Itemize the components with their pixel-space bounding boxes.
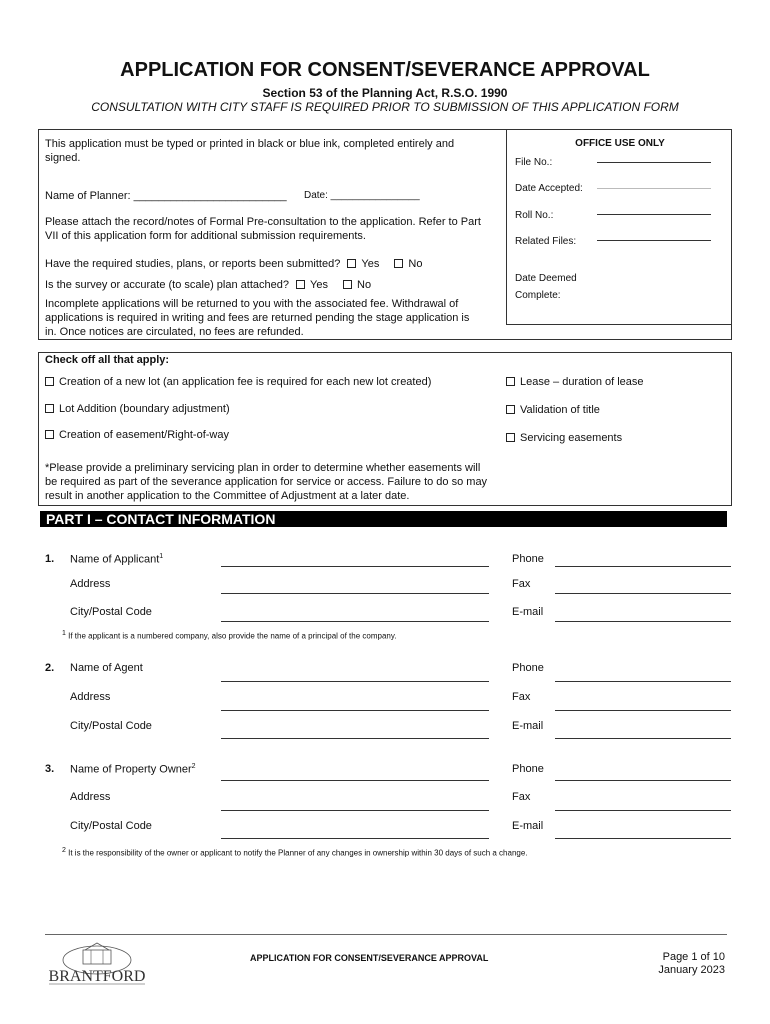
- footnote-ref: 2: [191, 763, 196, 770]
- date-accepted-label: Date Accepted:: [515, 183, 583, 194]
- applicant-email-label: E-mail: [512, 606, 544, 618]
- applicant-phone-field[interactable]: [555, 566, 731, 567]
- footnote-text: It is the responsibility of the owner or applicant to notify the Planner of any changes in ownership within 30 days of such a change.: [68, 848, 528, 858]
- agent-name-field[interactable]: [221, 681, 489, 682]
- option-easement[interactable]: [45, 429, 229, 441]
- checkbox[interactable]: [45, 377, 54, 386]
- applicant-phone-label: Phone: [512, 553, 544, 565]
- survey-question: [45, 278, 371, 292]
- owner-email-field[interactable]: [555, 838, 731, 839]
- option-lease[interactable]: [506, 376, 644, 388]
- option-lot-addition[interactable]: [45, 403, 230, 415]
- label-text: Name of Applicant: [70, 553, 160, 566]
- applicant-city-field[interactable]: [221, 621, 489, 622]
- survey-question-text: Is the survey or accurate (to scale) plan attached?: [45, 279, 289, 291]
- checklist-heading: Check off all that apply:: [45, 354, 170, 366]
- option-validation[interactable]: [506, 404, 600, 416]
- agent-email-label: E-mail: [512, 720, 544, 732]
- attach-note: Please attach the record/notes of Formal Pre-consultation to the application. Refer to Part VII of this application form for additional submission requirements.: [45, 216, 481, 242]
- applicant-city-label: City/Postal Code: [70, 606, 152, 618]
- studies-no-checkbox[interactable]: [394, 259, 403, 268]
- owner-address-field[interactable]: [221, 810, 489, 811]
- applicant-fax-label: Fax: [512, 578, 531, 590]
- instructions-text: This application must be typed or printed in black or blue ink, completed entirely and signed.: [45, 138, 455, 164]
- planner-date-field[interactable]: [304, 189, 420, 203]
- studies-no-label: No: [408, 258, 423, 270]
- planner-label: Name of Planner: _________________________: [45, 190, 287, 202]
- page-number: Page 1 of 10: [662, 951, 725, 963]
- studies-question: [45, 257, 422, 271]
- option-label: Servicing easements: [520, 432, 623, 444]
- roll-no-label: Roll No.:: [515, 210, 554, 221]
- agent-phone-field[interactable]: [555, 681, 731, 682]
- option-servicing[interactable]: [506, 432, 622, 444]
- servicing-note: *Please provide a preliminary servicing plan in order to determine whether easements will be required as part of the severance application for service or access. Failure to do so may result in another application to the Committee of Adjustment at a later date.: [45, 462, 488, 502]
- brantford-logo: [45, 940, 149, 988]
- footnote-1: [62, 630, 396, 641]
- related-files-label: Related Files:: [515, 236, 577, 247]
- complete-label: Complete:: [515, 290, 561, 301]
- owner-email-label: E-mail: [512, 820, 544, 832]
- checkbox[interactable]: [506, 377, 515, 386]
- date-label: Date: ________________: [304, 190, 420, 201]
- applicant-address-field[interactable]: [221, 593, 489, 594]
- owner-city-field[interactable]: [221, 838, 489, 839]
- part1-heading: PART I – CONTACT INFORMATION: [40, 511, 727, 527]
- logo-wordmark: BRANTFORD: [48, 968, 146, 985]
- applicant-number: 1.: [45, 553, 55, 565]
- owner-address-label: Address: [70, 791, 111, 803]
- option-label: Lease – duration of lease: [520, 376, 644, 388]
- agent-email-field[interactable]: [555, 738, 731, 739]
- footnote-2: [62, 847, 528, 858]
- file-no-field[interactable]: [597, 162, 711, 163]
- applicant-name-field[interactable]: [221, 566, 489, 567]
- consultation-notice: CONSULTATION WITH CITY STAFF IS REQUIRED PRIOR TO SUBMISSION OF THIS APPLICATION FORM: [91, 100, 679, 114]
- agent-phone-label: Phone: [512, 662, 544, 674]
- office-use-title: OFFICE USE ONLY: [575, 138, 665, 149]
- owner-fax-field[interactable]: [555, 810, 731, 811]
- studies-question-text: Have the required studies, plans, or reports been submitted?: [45, 258, 341, 270]
- checkbox[interactable]: [45, 404, 54, 413]
- agent-fax-field[interactable]: [555, 710, 731, 711]
- label-text: Name of Property Owner: [70, 763, 192, 776]
- revision-date: January 2023: [658, 964, 725, 976]
- agent-city-field[interactable]: [221, 738, 489, 739]
- owner-city-label: City/Postal Code: [70, 820, 152, 832]
- option-label: Creation of a new lot (an application fee is required for each new lot created): [59, 376, 432, 388]
- agent-address-label: Address: [70, 691, 111, 703]
- footnote-ref: 1: [159, 553, 164, 560]
- file-no-label: File No.:: [515, 157, 553, 168]
- owner-name-label: [70, 763, 196, 776]
- option-label: Lot Addition (boundary adjustment): [59, 403, 230, 415]
- footnote-text: If the applicant is a numbered company, also provide the name of a principal of the company.: [68, 631, 397, 641]
- footer-divider: [45, 934, 727, 935]
- survey-yes-checkbox[interactable]: [296, 280, 305, 289]
- owner-number: 3.: [45, 763, 55, 775]
- checkbox[interactable]: [506, 433, 515, 442]
- form-subtitle: Section 53 of the Planning Act, R.S.O. 1990: [262, 86, 508, 100]
- survey-yes-label: Yes: [310, 279, 328, 291]
- checkbox[interactable]: [45, 430, 54, 439]
- survey-no-checkbox[interactable]: [343, 280, 352, 289]
- agent-city-label: City/Postal Code: [70, 720, 152, 732]
- date-deemed-label: Date Deemed: [515, 273, 577, 284]
- option-new-lot[interactable]: [45, 376, 431, 388]
- related-files-field[interactable]: [597, 240, 711, 241]
- applicant-fax-field[interactable]: [555, 593, 731, 594]
- agent-name-label: Name of Agent: [70, 662, 143, 674]
- owner-name-field[interactable]: [221, 780, 489, 781]
- incomplete-notice: Incomplete applications will be returned to you with the associated fee. Withdrawal of applications is required in writing and fees are returned pending the stage application is in. Once notices are circulated, no fees are refunded.: [45, 298, 470, 338]
- footnote-number: 2: [62, 847, 66, 854]
- footer-title: APPLICATION FOR CONSENT/SEVERANCE APPROVAL: [250, 953, 489, 963]
- studies-yes-checkbox[interactable]: [347, 259, 356, 268]
- checkbox[interactable]: [506, 405, 515, 414]
- footnote-number: 1: [62, 630, 66, 637]
- studies-yes-label: Yes: [361, 258, 380, 270]
- agent-fax-label: Fax: [512, 691, 531, 703]
- applicant-email-field[interactable]: [555, 621, 731, 622]
- planner-name-field[interactable]: [45, 189, 287, 203]
- owner-fax-label: Fax: [512, 791, 531, 803]
- date-accepted-field[interactable]: [597, 188, 711, 189]
- applicant-address-label: Address: [70, 578, 111, 590]
- owner-phone-field[interactable]: [555, 780, 731, 781]
- option-label: Validation of title: [520, 404, 600, 416]
- roll-no-field[interactable]: [597, 214, 711, 215]
- agent-number: 2.: [45, 662, 55, 674]
- option-label: Creation of easement/Right-of-way: [59, 429, 229, 441]
- survey-no-label: No: [357, 279, 372, 291]
- applicant-name-label: [70, 553, 163, 566]
- agent-address-field[interactable]: [221, 710, 489, 711]
- form-title: APPLICATION FOR CONSENT/SEVERANCE APPROVAL: [120, 59, 650, 81]
- office-use-box: [506, 129, 732, 325]
- page-info: [600, 951, 725, 977]
- owner-phone-label: Phone: [512, 763, 544, 775]
